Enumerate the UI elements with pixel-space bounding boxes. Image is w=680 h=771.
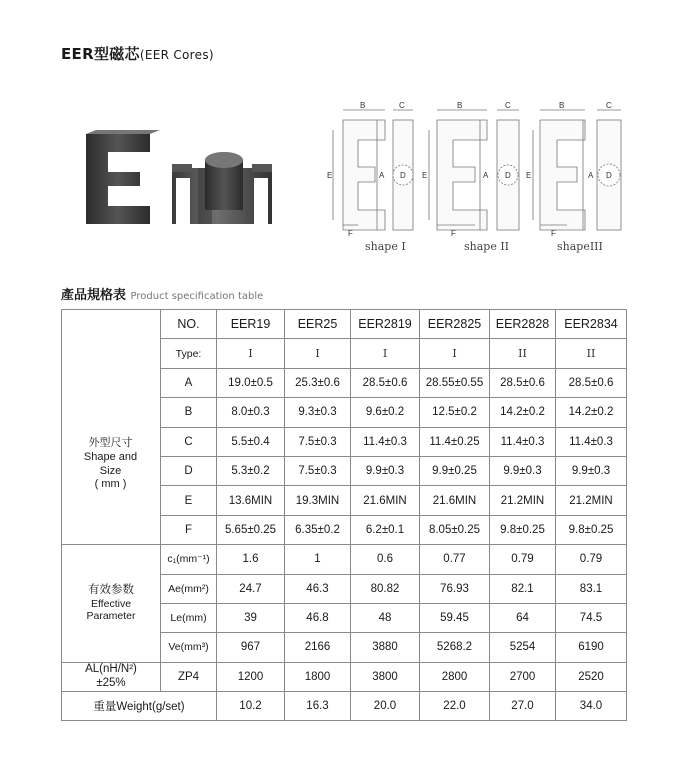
shape-group-en1: Shape and (83, 450, 138, 463)
table-cell: 28.5±0.6 (490, 368, 556, 397)
svg-text:B: B (360, 101, 366, 110)
row-label: Ae(mm²) (161, 574, 217, 603)
table-cell: 0.79 (556, 545, 627, 574)
table-cell: 967 (217, 633, 285, 662)
table-cell: 6.35±0.2 (285, 515, 351, 544)
table-cell: 19.0±0.5 (217, 368, 285, 397)
table-cell: 25.3±0.6 (285, 368, 351, 397)
table-cell: 80.82 (351, 574, 420, 603)
table-cell: 28.5±0.6 (556, 368, 627, 397)
spec-table (61, 309, 627, 721)
table-cell: 14.2±0.2 (490, 398, 556, 427)
row-label: B (161, 398, 217, 427)
type-label: Type: (161, 339, 217, 368)
table-row (62, 545, 627, 574)
table-cell: 11.4±0.3 (351, 427, 420, 456)
shape-group-cn: 外型尺寸 (88, 437, 133, 449)
table-cell: 9.9±0.3 (556, 456, 627, 485)
core-photo (80, 130, 280, 230)
row-label: D (161, 456, 217, 485)
col-header: EER25 (285, 310, 351, 339)
table-cell: 28.5±0.6 (351, 368, 420, 397)
svg-text:E: E (422, 171, 428, 180)
table-cell: 1800 (285, 662, 351, 691)
table-cell: 21.6MIN (351, 486, 420, 515)
svg-text:D: D (505, 171, 511, 180)
svg-text:C: C (606, 101, 612, 110)
svg-text:D: D (400, 171, 406, 180)
table-cell: 9.9±0.3 (490, 456, 556, 485)
table-cell: 27.0 (490, 692, 556, 721)
table-cell: 6.2±0.1 (351, 515, 420, 544)
svg-text:A: A (588, 171, 594, 180)
shape-label-1: shape I (365, 240, 406, 253)
table-cell: 59.45 (420, 603, 490, 632)
svg-text:F: F (451, 229, 456, 238)
col-header: EER2825 (420, 310, 490, 339)
table-cell: 16.3 (285, 692, 351, 721)
eff-group-en1: Effective (90, 597, 132, 610)
col-header: EER19 (217, 310, 285, 339)
table-header-row (62, 310, 627, 339)
eff-group-en2: Parameter (86, 610, 136, 623)
table-cell: 28.55±0.55 (420, 368, 490, 397)
table-cell: 21.6MIN (420, 486, 490, 515)
table-cell: 11.4±0.3 (490, 427, 556, 456)
al-label-cell (62, 662, 161, 691)
table-cell: 13.6MIN (217, 486, 285, 515)
table-cell: 83.1 (556, 574, 627, 603)
table-cell: 8.05±0.25 (420, 515, 490, 544)
material-label: ZP4 (161, 662, 217, 691)
eff-group-cn: 有效参数 (88, 583, 134, 596)
table-cell: 8.0±0.3 (217, 398, 285, 427)
table-cell: 34.0 (556, 692, 627, 721)
table-cell: 9.8±0.25 (556, 515, 627, 544)
table-cell: 5.3±0.2 (217, 456, 285, 485)
table-cell: 0.79 (490, 545, 556, 574)
table-cell: 1 (285, 545, 351, 574)
table-cell: 19.3MIN (285, 486, 351, 515)
type-cell: I (420, 339, 490, 368)
table-cell: 3800 (351, 662, 420, 691)
svg-text:E: E (327, 171, 333, 180)
type-cell: I (217, 339, 285, 368)
section-title-cn: 產品規格表 (61, 288, 127, 303)
table-cell: 3880 (351, 633, 420, 662)
table-cell: 46.3 (285, 574, 351, 603)
svg-text:C: C (399, 101, 405, 110)
eff-group-cell (62, 545, 161, 663)
title-main: EER型磁芯 (61, 45, 140, 63)
table-cell: 5254 (490, 633, 556, 662)
svg-text:D: D (606, 171, 612, 180)
svg-text:B: B (457, 101, 463, 110)
no-label: NO. (161, 310, 217, 339)
table-cell: 1.6 (217, 545, 285, 574)
table-cell: 12.5±0.2 (420, 398, 490, 427)
row-label: c₁(mm⁻¹) (161, 545, 217, 574)
svg-text:E: E (526, 171, 532, 180)
title-sub: (EER Cores) (139, 48, 214, 62)
row-label: E (161, 486, 217, 515)
table-cell: 9.9±0.25 (420, 456, 490, 485)
weight-label: 重量Weight(g/set) (62, 692, 217, 721)
table-cell: 10.2 (217, 692, 285, 721)
table-cell: 2700 (490, 662, 556, 691)
svg-text:A: A (379, 171, 385, 180)
table-cell: 21.2MIN (556, 486, 627, 515)
table-cell: 24.7 (217, 574, 285, 603)
shape-group-cell (62, 310, 161, 545)
table-cell: 9.3±0.3 (285, 398, 351, 427)
table-cell: 11.4±0.3 (556, 427, 627, 456)
table-cell: 9.6±0.2 (351, 398, 420, 427)
shape-group-label (61, 437, 160, 492)
diagram-shape-1 (333, 110, 413, 230)
diagram-shape-2 (429, 110, 519, 230)
svg-text:B: B (559, 101, 565, 110)
table-cell: 5268.2 (420, 633, 490, 662)
shape-label-3: shapeIII (557, 240, 603, 253)
table-cell: 82.1 (490, 574, 556, 603)
table-cell: 11.4±0.25 (420, 427, 490, 456)
table-cell: 74.5 (556, 603, 627, 632)
table-cell: 2520 (556, 662, 627, 691)
table-cell: 39 (217, 603, 285, 632)
row-label: F (161, 515, 217, 544)
type-cell: I (351, 339, 420, 368)
table-cell: 46.8 (285, 603, 351, 632)
table-cell: 5.5±0.4 (217, 427, 285, 456)
table-cell: 7.5±0.3 (285, 456, 351, 485)
row-label: Ve(mm³) (161, 633, 217, 662)
table-cell: 20.0 (351, 692, 420, 721)
svg-text:F: F (348, 229, 353, 238)
row-label: A (161, 368, 217, 397)
diagram-shape-3 (533, 110, 621, 230)
section-title-en: Product specification table (130, 291, 264, 302)
svg-text:A: A (483, 171, 489, 180)
table-cell: 2166 (285, 633, 351, 662)
shape-group-en2: Size (99, 464, 122, 477)
al-row (62, 662, 627, 691)
type-cell: II (490, 339, 556, 368)
table-cell: 9.9±0.3 (351, 456, 420, 485)
type-cell: I (285, 339, 351, 368)
shape-label-2: shape II (464, 240, 510, 253)
table-cell: 22.0 (420, 692, 490, 721)
shape-group-unit: ( mm ) (94, 478, 127, 491)
table-cell: 0.6 (351, 545, 420, 574)
table-cell: 48 (351, 603, 420, 632)
table-cell: 6190 (556, 633, 627, 662)
col-header: EER2828 (490, 310, 556, 339)
al-tolerance: ±25% (96, 676, 126, 689)
table-cell: 64 (490, 603, 556, 632)
al-label: AL(nH/N²) (85, 663, 137, 676)
table-cell: 2800 (420, 662, 490, 691)
table-cell: 21.2MIN (490, 486, 556, 515)
svg-text:C: C (505, 101, 511, 110)
col-header: EER2834 (556, 310, 627, 339)
type-cell: II (556, 339, 627, 368)
row-label: Le(mm) (161, 603, 217, 632)
table-cell: 5.65±0.25 (217, 515, 285, 544)
table-cell: 7.5±0.3 (285, 427, 351, 456)
svg-text:F: F (551, 229, 556, 238)
row-label: C (161, 427, 217, 456)
table-cell: 14.2±0.2 (556, 398, 627, 427)
page-title (61, 43, 214, 64)
table-cell: 0.77 (420, 545, 490, 574)
table-cell: 1200 (217, 662, 285, 691)
weight-row (62, 692, 627, 721)
col-header: EER2819 (351, 310, 420, 339)
table-cell: 76.93 (420, 574, 490, 603)
section-title (61, 284, 263, 303)
table-cell: 9.8±0.25 (490, 515, 556, 544)
